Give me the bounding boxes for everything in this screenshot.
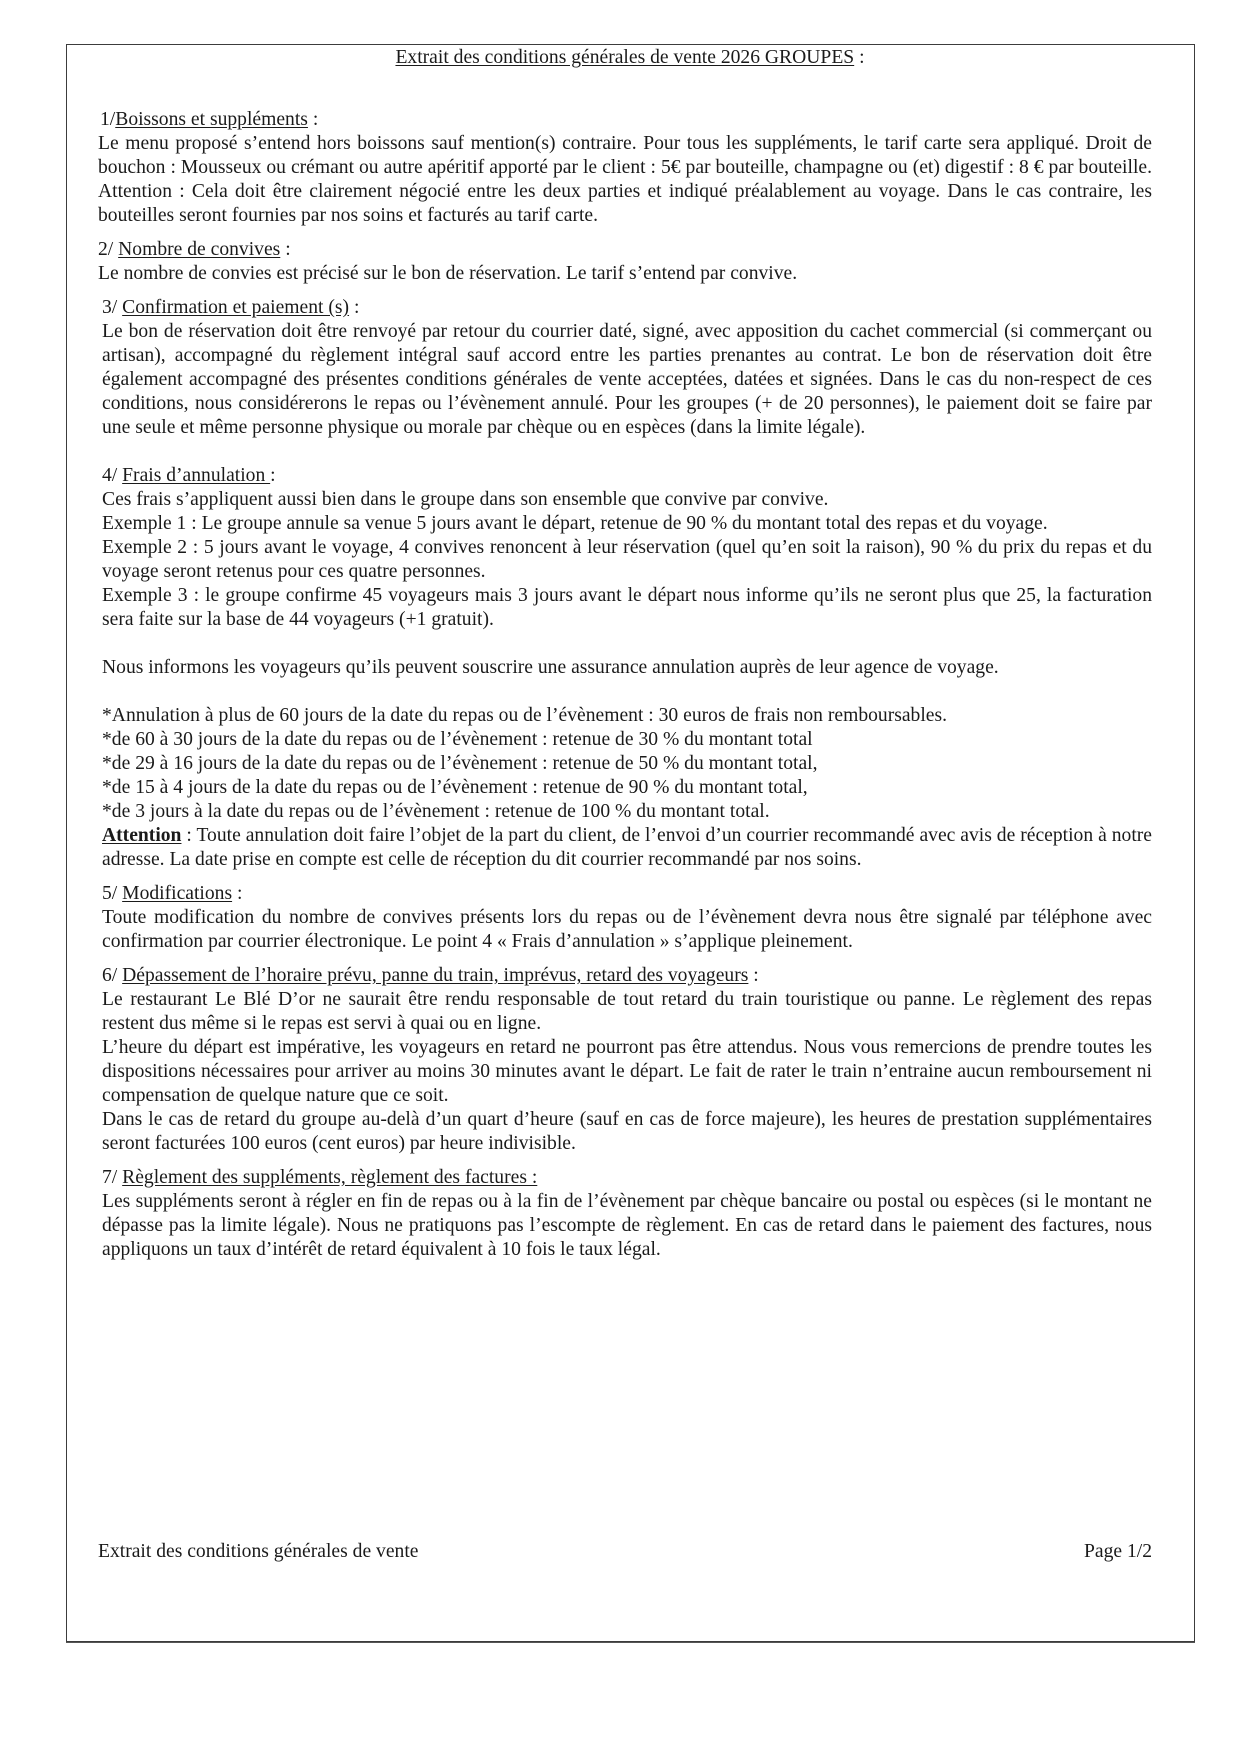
title-suffix: : (854, 47, 865, 68)
section-paragraph: Le menu proposé s’entend hors boissons sauf mention(s) contraire. Pour tous les suppléments, le tarif carte sera appliqué. Droit de bouchon : Mousseux ou crémant ou autre apéritif apporté par le client : 5€ par bouteille, champagne ou (et) digestif : 8 € par bouteille. Attention : Cela doit être clairement négocié entre les deux parties et indiqué préalablement au voyage. Dans le cas contraire, les bouteilles seront fournies par nos soins et facturés au tarif carte. (98, 133, 1152, 226)
heading-suffix: : (349, 297, 360, 318)
heading-suffix: : (748, 965, 759, 986)
schedule-item: *Annulation à plus de 60 jours de la date du repas ou de l’évènement : 30 euros de frais non remboursables. (102, 705, 948, 726)
schedule-item: *de 15 à 4 jours de la date du repas ou de l’évènement : retenue de 90 % du montant total, (102, 777, 808, 798)
heading-suffix: : (232, 883, 243, 904)
section-boissons (98, 108, 1152, 228)
heading-suffix: : (280, 239, 291, 260)
section-reglement (98, 1166, 1152, 1262)
schedule-item: *de 3 jours à la date du repas ou de l’évènement : retenue de 100 % du montant total. (102, 801, 770, 822)
attention-label: Attention (102, 825, 182, 846)
document-body (98, 46, 1152, 1262)
section-frais-annulation (98, 464, 1152, 872)
section-modifications (98, 882, 1152, 954)
page-footer (98, 1540, 1152, 1564)
section-number: 2/ (98, 239, 119, 260)
section-paragraph: Les suppléments seront à régler en fin de repas ou à la fin de l’évènement par chèque bancaire ou postal ou espèces (si le montant ne dépasse pas la limite légale). Nous ne pratiquons pas l’escompte de règlement. En cas de retard dans le paiement des factures, nous appliquons un taux d’intérêt de retard équivalent à 10 fois le taux légal. (102, 1191, 1152, 1260)
section-number: 6/ (102, 965, 123, 986)
footer-title: Extrait des conditions générales de vente (98, 1541, 419, 1562)
example-item: Exemple 1 : Le groupe annule sa venue 5 jours avant le départ, retenue de 90 % du montant total des repas et du voyage. (102, 513, 1048, 534)
section-title: Nombre de convives (118, 239, 281, 260)
section-number: 1/ (100, 109, 116, 130)
heading-suffix: : (270, 465, 276, 486)
section-number: 3/ (102, 297, 123, 318)
section-heading (98, 108, 1152, 132)
section-title: Dépassement de l’horaire prévu, panne du train, imprévus, retard des voyageurs (122, 965, 749, 986)
section-heading (102, 296, 1152, 320)
section-paragraph: Toute modification du nombre de convives présents lors du repas ou de l’évènement devra nous être signalé par téléphone avec confirmation par courrier électronique. Le point 4 « Frais d’annulation » s’applique pleinement. (102, 907, 1152, 952)
section-title: Règlement des suppléments, règlement des factures : (122, 1167, 538, 1188)
section-paragraph: L’heure du départ est impérative, les voyageurs en retard ne pourront pas être attendus. Nous vous remercions de prendre toutes les dispositions nécessaires pour arriver au moins 30 minutes avant le départ. Le fait de rater le train n’entraine aucun remboursement ni compensation de quelque nature que ce soit. (102, 1037, 1152, 1106)
attention-text: : Toute annulation doit faire l’objet de la part du client, de l’envoi d’un courrier recommandé avec avis de réception à notre adresse. La date prise en compte est celle de réception du dit courrier recommandé par nos soins. (102, 825, 1152, 870)
section-heading (98, 238, 1152, 262)
page-number: Page 1/2 (1083, 1541, 1152, 1562)
section-paragraph: Le restaurant Le Blé D’or ne saurait être rendu responsable de tout retard du train touristique ou panne. Le règlement des repas restent dus même si le repas est servi à quai ou en ligne. (102, 989, 1152, 1034)
section-paragraph: Le bon de réservation doit être renvoyé par retour du courrier daté, signé, avec apposition du cachet commercial (si commerçant ou artisan), accompagné du règlement intégral sauf accord entre les parties prenantes au contrat. Le bon de réservation doit être également accompagné des présentes conditions générales de vente acceptées, datées et signées. Dans le cas du non-respect de ces conditions, nous considérerons le repas ou l’évènement annulé. Pour les groupes (+ de 20 personnes), le paiement doit se faire par une seule et même personne physique ou morale par chèque ou en espèces (dans la limite légale). (102, 321, 1152, 438)
example-item: Exemple 2 : 5 jours avant le voyage, 4 convives renoncent à leur réservation (quel qu’en soit la raison), 90 % du prix du repas et du voyage seront retenus pour ces quatre personnes. (102, 537, 1152, 582)
schedule-item: *de 60 à 30 jours de la date du repas ou de l’évènement : retenue de 30 % du montant total (102, 729, 813, 750)
section-heading (102, 964, 1152, 988)
section-number: 7/ (102, 1167, 123, 1188)
section-heading (102, 1166, 1152, 1190)
section-depassement-horaire (98, 964, 1152, 1156)
section-title: Confirmation et paiement (s) (122, 297, 350, 318)
section-number: 5/ (102, 883, 123, 904)
section-heading (102, 882, 1152, 906)
document-title (98, 46, 1152, 70)
section-heading (102, 464, 1152, 488)
section-paragraph: Le nombre de convies est précisé sur le bon de réservation. Le tarif s’entend par convive. (98, 263, 798, 284)
section-nombre-convives (98, 238, 1152, 286)
schedule-item: *de 29 à 16 jours de la date du repas ou de l’évènement : retenue de 50 % du montant total, (102, 753, 818, 774)
title-text: Extrait des conditions générales de vente 2026 GROUPES (395, 47, 855, 68)
section-intro: Ces frais s’appliquent aussi bien dans le groupe dans son ensemble que convive par convive. (102, 489, 829, 510)
section-number: 4/ (102, 465, 123, 486)
section-confirmation-paiement (98, 296, 1152, 440)
attention-note (102, 824, 1152, 872)
section-title: Frais d’annulation (122, 465, 271, 486)
example-item: Exemple 3 : le groupe confirme 45 voyageurs mais 3 jours avant le départ nous informe qu’ils ne seront plus que 25, la facturation sera faite sur la base de 44 voyageurs (+1 gratuit). (102, 585, 1152, 630)
section-title: Modifications (122, 883, 233, 904)
heading-suffix: : (307, 109, 319, 130)
insurance-note: Nous informons les voyageurs qu’ils peuvent souscrire une assurance annulation auprès de leur agence de voyage. (102, 657, 999, 678)
section-paragraph: Dans le cas de retard du groupe au-delà d’un quart d’heure (sauf en cas de force majeure), les heures de prestation supplémentaires seront facturées 100 euros (cent euros) par heure indivisible. (102, 1109, 1152, 1154)
section-title: Boissons et suppléments (115, 109, 308, 130)
